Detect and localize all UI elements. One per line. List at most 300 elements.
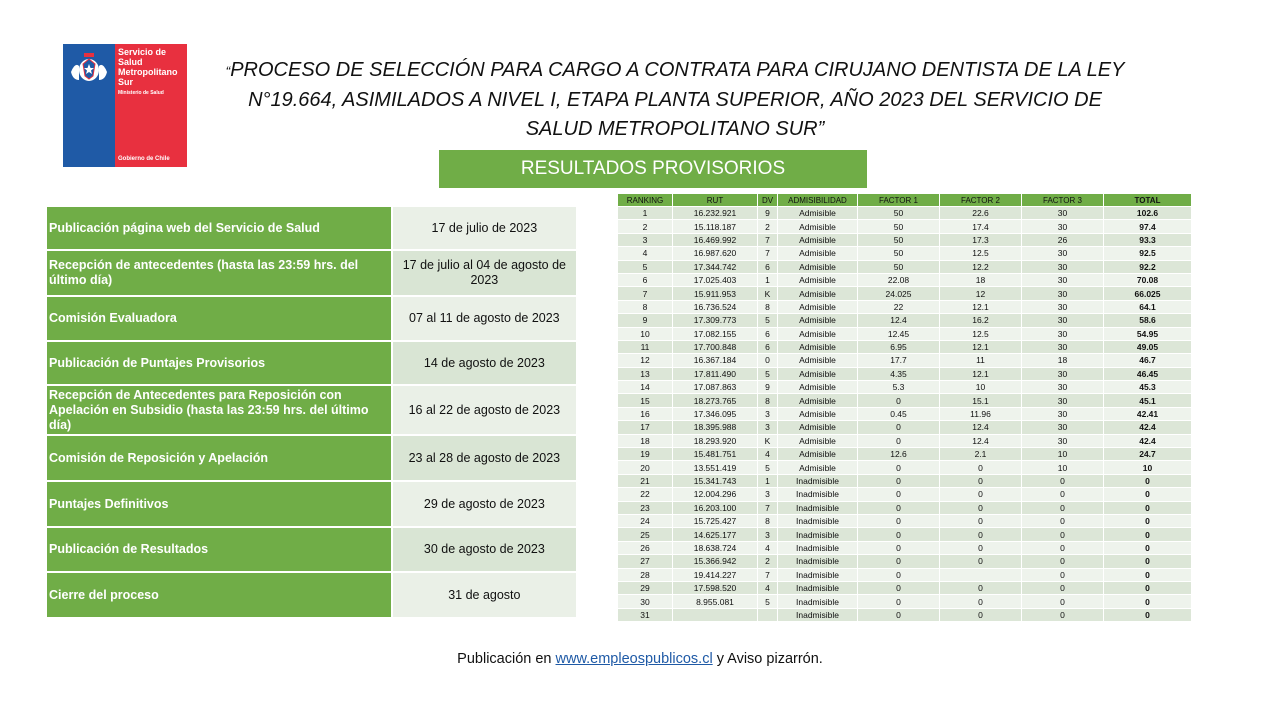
timeline-row bbox=[46, 341, 577, 385]
ranking-cell: 18 bbox=[940, 273, 1022, 286]
ranking-cell: 30 bbox=[1022, 287, 1104, 300]
ranking-cell: 12.5 bbox=[940, 327, 1022, 340]
ranking-column-header: FACTOR 3 bbox=[1022, 194, 1104, 207]
ranking-cell: 30 bbox=[1022, 367, 1104, 380]
ranking-cell: 8 bbox=[758, 394, 778, 407]
ranking-row bbox=[618, 354, 1192, 367]
ranking-cell: 30 bbox=[1022, 220, 1104, 233]
ranking-cell: 30 bbox=[1022, 314, 1104, 327]
ranking-cell: 0 bbox=[1104, 541, 1192, 554]
ranking-row bbox=[618, 474, 1192, 487]
timeline-stage-date: 23 al 28 de agosto de 2023 bbox=[392, 435, 577, 481]
ranking-cell: 0.45 bbox=[858, 407, 940, 420]
ranking-row bbox=[618, 207, 1192, 220]
ranking-cell: 22 bbox=[618, 488, 673, 501]
ranking-cell: Inadmisible bbox=[778, 514, 858, 527]
title-open-quote: “ bbox=[225, 63, 231, 79]
footer-prefix: Publicación en bbox=[457, 651, 556, 667]
ranking-cell: 1 bbox=[618, 207, 673, 220]
ranking-cell: 5.3 bbox=[858, 381, 940, 394]
ranking-cell: 0 bbox=[758, 354, 778, 367]
ranking-column-header: RANKING bbox=[618, 194, 673, 207]
ranking-cell: 11.96 bbox=[940, 407, 1022, 420]
ranking-cell: Admisible bbox=[778, 381, 858, 394]
ranking-cell: 0 bbox=[858, 501, 940, 514]
ranking-cell: 6 bbox=[618, 273, 673, 286]
ranking-cell: Admisible bbox=[778, 260, 858, 273]
ranking-cell: 16.232.921 bbox=[673, 207, 758, 220]
ranking-cell: 0 bbox=[1104, 555, 1192, 568]
ranking-cell: 3 bbox=[758, 528, 778, 541]
ranking-cell: 0 bbox=[858, 434, 940, 447]
ranking-cell: 16.736.524 bbox=[673, 300, 758, 313]
ranking-cell: 6 bbox=[758, 260, 778, 273]
ranking-cell: 12.1 bbox=[940, 367, 1022, 380]
ranking-row bbox=[618, 220, 1192, 233]
ranking-row bbox=[618, 514, 1192, 527]
ranking-cell: 0 bbox=[940, 555, 1022, 568]
timeline-row bbox=[46, 296, 577, 341]
ranking-cell: 30 bbox=[1022, 247, 1104, 260]
ranking-cell: 0 bbox=[858, 595, 940, 608]
ranking-cell: Inadmisible bbox=[778, 541, 858, 554]
ranking-row bbox=[618, 595, 1192, 608]
ranking-cell: 3 bbox=[758, 407, 778, 420]
ranking-row bbox=[618, 327, 1192, 340]
page-title bbox=[215, 56, 1135, 144]
logo-red-panel bbox=[115, 44, 187, 167]
ranking-cell: 0 bbox=[940, 461, 1022, 474]
ranking-row bbox=[618, 581, 1192, 594]
ranking-cell: 92.2 bbox=[1104, 260, 1192, 273]
timeline-stage-date: 14 de agosto de 2023 bbox=[392, 341, 577, 385]
ranking-cell: 0 bbox=[940, 541, 1022, 554]
ranking-cell: 0 bbox=[1104, 608, 1192, 621]
ranking-row bbox=[618, 608, 1192, 621]
ranking-cell: 2 bbox=[618, 220, 673, 233]
ranking-cell: Inadmisible bbox=[778, 555, 858, 568]
ranking-cell: Inadmisible bbox=[778, 568, 858, 581]
ranking-cell: 97.4 bbox=[1104, 220, 1192, 233]
ranking-cell: 50 bbox=[858, 233, 940, 246]
ranking-cell: 0 bbox=[1022, 581, 1104, 594]
ranking-row bbox=[618, 247, 1192, 260]
ranking-cell: 49.05 bbox=[1104, 340, 1192, 353]
ranking-cell: 16.203.100 bbox=[673, 501, 758, 514]
ranking-cell: 15.911.953 bbox=[673, 287, 758, 300]
ranking-cell: 19.414.227 bbox=[673, 568, 758, 581]
ranking-cell: 30 bbox=[1022, 300, 1104, 313]
ranking-cell: 45.3 bbox=[1104, 381, 1192, 394]
ranking-cell: 15.366.942 bbox=[673, 555, 758, 568]
ranking-cell: 0 bbox=[858, 528, 940, 541]
ranking-cell: Inadmisible bbox=[778, 488, 858, 501]
timeline-stage-label: Comisión de Reposición y Apelación bbox=[46, 435, 392, 481]
ranking-cell: 0 bbox=[858, 488, 940, 501]
ranking-cell: 4 bbox=[618, 247, 673, 260]
ranking-cell: 50 bbox=[858, 247, 940, 260]
ranking-cell: 16 bbox=[618, 407, 673, 420]
ranking-cell: 30 bbox=[1022, 273, 1104, 286]
ranking-row bbox=[618, 394, 1192, 407]
ranking-row bbox=[618, 273, 1192, 286]
timeline-stage-label: Comisión Evaluadora bbox=[46, 296, 392, 341]
ranking-cell: Admisible bbox=[778, 340, 858, 353]
ranking-column-header: FACTOR 1 bbox=[858, 194, 940, 207]
timeline-row bbox=[46, 250, 577, 296]
ranking-cell: 0 bbox=[858, 581, 940, 594]
ranking-cell: 1 bbox=[758, 474, 778, 487]
ranking-cell: 10 bbox=[1104, 461, 1192, 474]
ranking-cell: 0 bbox=[1104, 488, 1192, 501]
ranking-cell: 8 bbox=[618, 300, 673, 313]
ranking-header-row bbox=[618, 194, 1192, 207]
ranking-cell: 3 bbox=[758, 488, 778, 501]
ranking-cell: 5 bbox=[758, 314, 778, 327]
ranking-cell: Admisible bbox=[778, 207, 858, 220]
ranking-row bbox=[618, 287, 1192, 300]
ranking-cell: Inadmisible bbox=[778, 595, 858, 608]
ranking-row bbox=[618, 488, 1192, 501]
timeline-stage-label: Publicación de Resultados bbox=[46, 527, 392, 572]
ranking-cell: 31 bbox=[618, 608, 673, 621]
ranking-cell: 23 bbox=[618, 501, 673, 514]
timeline-stage-date: 16 al 22 de agosto de 2023 bbox=[392, 385, 577, 435]
ranking-cell: 50 bbox=[858, 260, 940, 273]
ranking-cell: Admisible bbox=[778, 421, 858, 434]
ranking-cell: 0 bbox=[858, 461, 940, 474]
ranking-cell: 12 bbox=[618, 354, 673, 367]
ranking-cell: 0 bbox=[940, 501, 1022, 514]
ranking-cell: 29 bbox=[618, 581, 673, 594]
ranking-cell: Inadmisible bbox=[778, 581, 858, 594]
ranking-cell: 0 bbox=[1104, 514, 1192, 527]
ranking-cell: Admisible bbox=[778, 287, 858, 300]
ranking-cell: 18 bbox=[618, 434, 673, 447]
timeline-stage-label: Puntajes Definitivos bbox=[46, 481, 392, 527]
ranking-cell: 9 bbox=[758, 207, 778, 220]
ranking-cell: 0 bbox=[1104, 474, 1192, 487]
ranking-row bbox=[618, 300, 1192, 313]
ranking-cell: 27 bbox=[618, 555, 673, 568]
ranking-cell: 30 bbox=[1022, 394, 1104, 407]
ranking-cell: Inadmisible bbox=[778, 474, 858, 487]
ranking-cell: 8.955.081 bbox=[673, 595, 758, 608]
timeline-row bbox=[46, 435, 577, 481]
ranking-cell: 16.2 bbox=[940, 314, 1022, 327]
ranking-cell: 70.08 bbox=[1104, 273, 1192, 286]
ranking-cell: 0 bbox=[1022, 501, 1104, 514]
ranking-cell: 17.700.848 bbox=[673, 340, 758, 353]
timeline-stage-date: 29 de agosto de 2023 bbox=[392, 481, 577, 527]
ranking-column-header: TOTAL bbox=[1104, 194, 1192, 207]
ranking-cell: 0 bbox=[1022, 608, 1104, 621]
ranking-cell: 10 bbox=[1022, 461, 1104, 474]
ranking-row bbox=[618, 407, 1192, 420]
ranking-cell: 102.6 bbox=[1104, 207, 1192, 220]
ranking-row bbox=[618, 314, 1192, 327]
ranking-cell: 22 bbox=[858, 300, 940, 313]
ranking-cell: 24 bbox=[618, 514, 673, 527]
ranking-cell: 19 bbox=[618, 448, 673, 461]
ranking-cell: 15.341.743 bbox=[673, 474, 758, 487]
ranking-cell: 15.1 bbox=[940, 394, 1022, 407]
ranking-cell: 17.811.490 bbox=[673, 367, 758, 380]
ranking-cell: 10 bbox=[1022, 448, 1104, 461]
footer-note bbox=[0, 651, 1280, 667]
ranking-cell: Inadmisible bbox=[778, 608, 858, 621]
ranking-cell: 2 bbox=[758, 220, 778, 233]
ranking-cell: 0 bbox=[1022, 541, 1104, 554]
timeline-stage-label: Cierre del proceso bbox=[46, 572, 392, 618]
ranking-cell: 30 bbox=[1022, 260, 1104, 273]
ranking-cell: Admisible bbox=[778, 220, 858, 233]
ranking-cell: 17.346.095 bbox=[673, 407, 758, 420]
ranking-cell: 18 bbox=[1022, 354, 1104, 367]
ranking-cell: 30 bbox=[1022, 327, 1104, 340]
ranking-cell: Admisible bbox=[778, 233, 858, 246]
ranking-cell: 12.4 bbox=[940, 421, 1022, 434]
ranking-cell: 12.4 bbox=[858, 314, 940, 327]
ranking-cell: 12.45 bbox=[858, 327, 940, 340]
ranking-cell: 0 bbox=[1104, 581, 1192, 594]
ranking-cell: 54.95 bbox=[1104, 327, 1192, 340]
ranking-cell: 17.082.155 bbox=[673, 327, 758, 340]
ranking-cell: 64.1 bbox=[1104, 300, 1192, 313]
ranking-cell: 12.1 bbox=[940, 340, 1022, 353]
ranking-cell: 24.025 bbox=[858, 287, 940, 300]
ranking-cell: 0 bbox=[1022, 528, 1104, 541]
ranking-cell: 24.7 bbox=[1104, 448, 1192, 461]
ranking-cell: 0 bbox=[940, 528, 1022, 541]
ranking-cell: 30 bbox=[1022, 434, 1104, 447]
ranking-cell: 0 bbox=[1104, 595, 1192, 608]
ranking-cell: 5 bbox=[758, 461, 778, 474]
ranking-cell bbox=[940, 568, 1022, 581]
ranking-cell: 7 bbox=[758, 247, 778, 260]
ranking-cell: 0 bbox=[940, 474, 1022, 487]
ranking-cell: 0 bbox=[1104, 501, 1192, 514]
ranking-cell: 17.4 bbox=[940, 220, 1022, 233]
ranking-cell: 92.5 bbox=[1104, 247, 1192, 260]
ranking-cell: 11 bbox=[940, 354, 1022, 367]
timeline-row bbox=[46, 206, 577, 250]
ranking-cell: 6 bbox=[758, 340, 778, 353]
ranking-cell: 16.367.184 bbox=[673, 354, 758, 367]
ranking-cell: 11 bbox=[618, 340, 673, 353]
timeline-stage-date: 17 de julio al 04 de agosto de 2023 bbox=[392, 250, 577, 296]
ranking-cell: 13.551.419 bbox=[673, 461, 758, 474]
ranking-cell: 0 bbox=[858, 541, 940, 554]
ranking-cell: 17.025.403 bbox=[673, 273, 758, 286]
logo-government: Gobierno de Chile bbox=[118, 156, 170, 162]
ranking-row bbox=[618, 541, 1192, 554]
ranking-cell: 8 bbox=[758, 514, 778, 527]
ranking-cell: 12.5 bbox=[940, 247, 1022, 260]
ranking-cell: Admisible bbox=[778, 247, 858, 260]
timeline-row bbox=[46, 385, 577, 435]
ranking-cell: 3 bbox=[758, 421, 778, 434]
timeline-stage-label: Publicación de Puntajes Provisorios bbox=[46, 341, 392, 385]
ranking-cell: 17.3 bbox=[940, 233, 1022, 246]
ranking-cell: 7 bbox=[618, 287, 673, 300]
ranking-cell: 0 bbox=[940, 595, 1022, 608]
ranking-cell: 14.625.177 bbox=[673, 528, 758, 541]
ranking-cell: 6 bbox=[758, 327, 778, 340]
ranking-cell: 26 bbox=[618, 541, 673, 554]
results-banner: RESULTADOS PROVISORIOS bbox=[439, 150, 867, 188]
ranking-cell: 5 bbox=[758, 595, 778, 608]
timeline-stage-label: Recepción de Antecedentes para Reposición con Apelación en Subsidio (hasta las 23:59 hrs. del último día) bbox=[46, 385, 392, 435]
ranking-cell: 12 bbox=[940, 287, 1022, 300]
ranking-cell: 66.025 bbox=[1104, 287, 1192, 300]
timeline-stage-date: 30 de agosto de 2023 bbox=[392, 527, 577, 572]
ranking-cell bbox=[758, 608, 778, 621]
ranking-row bbox=[618, 421, 1192, 434]
ranking-cell: 4.35 bbox=[858, 367, 940, 380]
ranking-cell: 0 bbox=[1022, 488, 1104, 501]
ranking-cell: 50 bbox=[858, 220, 940, 233]
ranking-cell: 7 bbox=[758, 568, 778, 581]
ranking-cell: 26 bbox=[1022, 233, 1104, 246]
ranking-cell: 0 bbox=[858, 514, 940, 527]
ranking-cell: 16.987.620 bbox=[673, 247, 758, 260]
ranking-cell: 0 bbox=[1022, 474, 1104, 487]
ranking-cell: 13 bbox=[618, 367, 673, 380]
ranking-cell: 93.3 bbox=[1104, 233, 1192, 246]
ranking-row bbox=[618, 233, 1192, 246]
ranking-row bbox=[618, 340, 1192, 353]
ranking-cell: 18.273.765 bbox=[673, 394, 758, 407]
ranking-cell: 0 bbox=[1022, 595, 1104, 608]
ranking-row bbox=[618, 260, 1192, 273]
ranking-cell: 0 bbox=[858, 474, 940, 487]
ranking-row bbox=[618, 528, 1192, 541]
ranking-cell bbox=[673, 608, 758, 621]
ranking-cell: 2.1 bbox=[940, 448, 1022, 461]
ranking-row bbox=[618, 461, 1192, 474]
ranking-cell: 4 bbox=[758, 541, 778, 554]
ranking-cell: 15 bbox=[618, 394, 673, 407]
ranking-cell: 0 bbox=[1022, 514, 1104, 527]
ranking-cell: 17.309.773 bbox=[673, 314, 758, 327]
ranking-cell: 18.638.724 bbox=[673, 541, 758, 554]
ranking-cell: 30 bbox=[1022, 407, 1104, 420]
ranking-cell: Admisible bbox=[778, 461, 858, 474]
timeline-stage-date: 07 al 11 de agosto de 2023 bbox=[392, 296, 577, 341]
ranking-cell: 12.6 bbox=[858, 448, 940, 461]
ranking-row bbox=[618, 568, 1192, 581]
ranking-cell: 30 bbox=[1022, 340, 1104, 353]
ranking-cell: 0 bbox=[940, 514, 1022, 527]
ranking-cell: 0 bbox=[858, 394, 940, 407]
ranking-cell: 14 bbox=[618, 381, 673, 394]
timeline-stage-label: Recepción de antecedentes (hasta las 23:59 hrs. del último día) bbox=[46, 250, 392, 296]
ranking-cell: 0 bbox=[858, 421, 940, 434]
timeline-stage-label: Publicación página web del Servicio de Salud bbox=[46, 206, 392, 250]
ranking-row bbox=[618, 448, 1192, 461]
ranking-cell: Admisible bbox=[778, 448, 858, 461]
ranking-cell: Inadmisible bbox=[778, 528, 858, 541]
ranking-cell: Admisible bbox=[778, 367, 858, 380]
logo-servicio-salud bbox=[63, 44, 187, 167]
ranking-cell: 28 bbox=[618, 568, 673, 581]
ranking-cell: 42.4 bbox=[1104, 421, 1192, 434]
ranking-cell: 7 bbox=[758, 501, 778, 514]
ranking-cell: 18.293.920 bbox=[673, 434, 758, 447]
ranking-cell: Inadmisible bbox=[778, 501, 858, 514]
ranking-column-header: DV bbox=[758, 194, 778, 207]
ranking-cell: 50 bbox=[858, 207, 940, 220]
ranking-cell: 21 bbox=[618, 474, 673, 487]
ranking-cell: 15.118.187 bbox=[673, 220, 758, 233]
ranking-cell: 12.004.296 bbox=[673, 488, 758, 501]
ranking-cell: 15.725.427 bbox=[673, 514, 758, 527]
logo-service-name: Servicio de Salud Metropolitano Sur bbox=[118, 47, 178, 87]
ranking-cell: 0 bbox=[858, 568, 940, 581]
ranking-cell: 17.344.742 bbox=[673, 260, 758, 273]
ranking-column-header: FACTOR 2 bbox=[940, 194, 1022, 207]
ranking-cell: 58.6 bbox=[1104, 314, 1192, 327]
ranking-column-header: RUT bbox=[673, 194, 758, 207]
ranking-cell: Admisible bbox=[778, 327, 858, 340]
ranking-cell: 12.1 bbox=[940, 300, 1022, 313]
ranking-cell: 17.7 bbox=[858, 354, 940, 367]
logo-blue-panel bbox=[63, 44, 115, 167]
ranking-cell: 42.41 bbox=[1104, 407, 1192, 420]
ranking-cell: 4 bbox=[758, 581, 778, 594]
ranking-cell: Admisible bbox=[778, 434, 858, 447]
title-text: PROCESO DE SELECCIÓN PARA CARGO A CONTRATA PARA CIRUJANO DENTISTA DE LA LEY N°19.664, ASIMILADOS A NIVEL I, ETAPA PLANTA SUPERIOR, AÑO 2023 DEL SERVICIO DE SALUD METROPOLITANO SUR” bbox=[230, 59, 1125, 140]
ranking-cell: 1 bbox=[758, 273, 778, 286]
empleos-publicos-link[interactable]: www.empleospublicos.cl bbox=[555, 651, 713, 667]
ranking-cell: 9 bbox=[618, 314, 673, 327]
ranking-cell: 8 bbox=[758, 300, 778, 313]
ranking-cell: Admisible bbox=[778, 354, 858, 367]
ranking-row bbox=[618, 501, 1192, 514]
ranking-cell: 0 bbox=[858, 555, 940, 568]
ranking-cell: Admisible bbox=[778, 273, 858, 286]
process-timeline-table bbox=[45, 205, 578, 619]
ranking-cell: 18.395.988 bbox=[673, 421, 758, 434]
ranking-cell: 12.2 bbox=[940, 260, 1022, 273]
ranking-cell: 9 bbox=[758, 381, 778, 394]
ranking-cell: 30 bbox=[1022, 207, 1104, 220]
timeline-row bbox=[46, 572, 577, 618]
ranking-cell: 17.087.863 bbox=[673, 381, 758, 394]
ranking-cell: 46.7 bbox=[1104, 354, 1192, 367]
ranking-cell: 0 bbox=[1104, 528, 1192, 541]
ranking-cell: 0 bbox=[940, 488, 1022, 501]
ranking-cell: 3 bbox=[618, 233, 673, 246]
ranking-cell: 17 bbox=[618, 421, 673, 434]
ranking-cell: Admisible bbox=[778, 300, 858, 313]
ranking-cell: 4 bbox=[758, 448, 778, 461]
ranking-row bbox=[618, 381, 1192, 394]
ranking-column-header: ADMISIBILIDAD bbox=[778, 194, 858, 207]
ranking-cell: 0 bbox=[1022, 555, 1104, 568]
ranking-cell: K bbox=[758, 434, 778, 447]
ranking-cell: Admisible bbox=[778, 314, 858, 327]
ranking-cell: 30 bbox=[1022, 421, 1104, 434]
ranking-cell: 15.481.751 bbox=[673, 448, 758, 461]
ranking-cell: 0 bbox=[940, 581, 1022, 594]
ranking-cell: Admisible bbox=[778, 407, 858, 420]
ranking-cell: 10 bbox=[940, 381, 1022, 394]
ranking-cell: Admisible bbox=[778, 394, 858, 407]
ranking-cell: 22.08 bbox=[858, 273, 940, 286]
logo-ministry: Ministerio de Salud bbox=[118, 90, 164, 96]
